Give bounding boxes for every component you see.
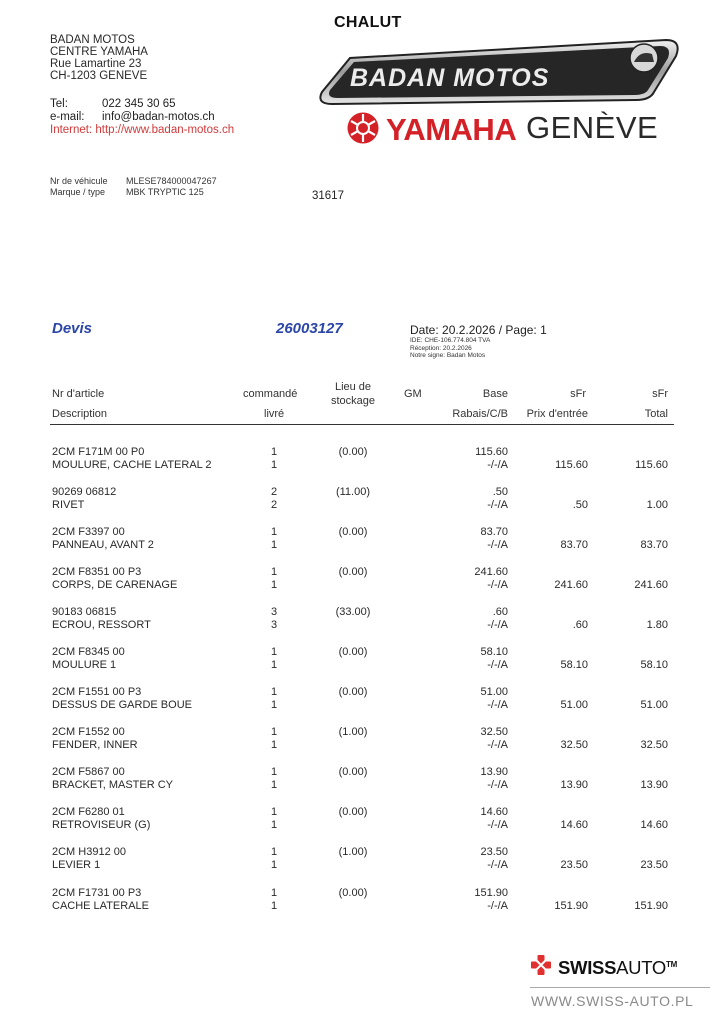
watermark-url: WWW.SWISS-AUTO.PL — [531, 993, 694, 1009]
vehicle-nr: MLESE784000047267 — [126, 176, 217, 186]
table-row — [0, 526, 724, 566]
item-base: 115.60 — [475, 446, 508, 458]
item-base: 32.50 — [480, 726, 508, 738]
item-rabais: -/-/A — [487, 659, 508, 671]
item-prix: .60 — [572, 619, 588, 631]
item-commande: 1 — [271, 446, 278, 458]
item-article: 2CM F8351 00 P3 — [52, 566, 142, 578]
item-total: 115.60 — [635, 459, 668, 471]
item-base: .50 — [492, 486, 508, 498]
table-row — [0, 846, 724, 886]
item-livre: 1 — [271, 539, 278, 551]
item-lieu: (0.00) — [338, 766, 368, 778]
item-lieu: (0.00) — [338, 686, 368, 698]
item-article: 90183 06815 — [52, 606, 117, 618]
item-base: 241.60 — [474, 566, 508, 578]
item-description: BRACKET, MASTER CY — [52, 779, 174, 791]
svg-text:BADAN MOTOS: BADAN MOTOS — [350, 64, 550, 92]
item-prix: 151.90 — [554, 900, 588, 912]
item-base: 83.70 — [480, 526, 508, 538]
meta-line: Notre signe: Badan Motos — [410, 352, 486, 360]
item-description: DESSUS DE GARDE BOUE — [52, 699, 192, 711]
yamaha-wordmark: YAMAHA — [386, 112, 517, 147]
address-line: CH-1203 GENEVE — [50, 70, 148, 82]
item-lieu: (0.00) — [338, 646, 368, 658]
geneve-wordmark: GENÈVE — [526, 110, 659, 145]
item-rabais: -/-/A — [487, 739, 508, 751]
item-total: 32.50 — [640, 739, 668, 751]
item-base: 151.90 — [474, 887, 508, 899]
item-lieu: (1.00) — [338, 726, 368, 738]
item-base: 14.60 — [480, 806, 508, 818]
item-article: 2CM F6280 01 — [52, 806, 125, 818]
swiss-cross-icon — [530, 954, 552, 981]
item-commande: 3 — [271, 606, 278, 618]
item-article: 2CM F3397 00 — [52, 526, 125, 538]
item-rabais: -/-/A — [487, 499, 508, 511]
item-description: RETROVISEUR (G) — [52, 819, 151, 831]
item-rabais: -/-/A — [487, 579, 508, 591]
email-value: info@badan-motos.ch — [102, 111, 215, 123]
item-rabais: -/-/A — [487, 539, 508, 551]
table-row — [0, 486, 724, 526]
company-address — [50, 34, 148, 82]
item-base: .60 — [492, 606, 508, 618]
item-lieu: (1.00) — [338, 846, 368, 858]
col-livre: livré — [264, 408, 285, 420]
watermark-divider — [530, 987, 710, 988]
item-livre: 1 — [271, 900, 278, 912]
item-commande: 1 — [271, 526, 278, 538]
item-rabais: -/-/A — [487, 699, 508, 711]
table-row — [0, 726, 724, 766]
table-row — [0, 566, 724, 606]
item-livre: 1 — [271, 819, 278, 831]
table-row — [0, 446, 724, 486]
item-description: MOULURE, CACHE LATERAL 2 — [52, 459, 212, 471]
reference-number: 31617 — [312, 190, 344, 202]
header-divider — [50, 424, 674, 425]
item-rabais: -/-/A — [487, 900, 508, 912]
vehicle-info — [50, 176, 217, 198]
vehicle-type: MBK TRYPTIC 125 — [126, 187, 204, 197]
table-row — [0, 766, 724, 806]
item-prix: 58.10 — [560, 659, 588, 671]
item-livre: 1 — [271, 459, 278, 471]
customer-name: CHALUT — [334, 14, 402, 31]
col-total: Total — [644, 408, 668, 420]
item-prix: 241.60 — [554, 579, 588, 591]
item-description: CACHE LATERALE — [52, 900, 149, 912]
item-commande: 1 — [271, 726, 278, 738]
item-livre: 1 — [271, 699, 278, 711]
item-commande: 1 — [271, 766, 278, 778]
item-lieu: (33.00) — [335, 606, 371, 618]
item-total: 83.70 — [640, 539, 668, 551]
yamaha-brand — [346, 112, 516, 148]
item-description: ECROU, RESSORT — [52, 619, 151, 631]
item-base: 58.10 — [480, 646, 508, 658]
item-total: 151.90 — [634, 900, 668, 912]
quote-meta — [410, 337, 490, 360]
item-commande: 2 — [271, 486, 278, 498]
item-prix: 51.00 — [560, 699, 588, 711]
item-total: 51.00 — [640, 699, 668, 711]
item-description: MOULURE 1 — [52, 659, 117, 671]
item-livre: 1 — [271, 659, 278, 671]
item-article: 2CM F1731 00 P3 — [52, 887, 142, 899]
item-article: 2CM F171M 00 P0 — [52, 446, 145, 458]
website-link: Internet: http://www.badan-motos.ch — [50, 124, 235, 136]
col-prix: Prix d'entrée — [526, 408, 588, 420]
col-base: Base — [482, 388, 508, 400]
tel-label: Tel: — [50, 98, 68, 110]
company-contact — [50, 98, 234, 137]
item-rabais: -/-/A — [487, 819, 508, 831]
item-article: 2CM F1552 00 — [52, 726, 125, 738]
auto-light: AUTO — [616, 956, 666, 978]
item-commande: 1 — [271, 566, 278, 578]
col-lieu-1: Lieu de — [334, 381, 372, 393]
col-description: Description — [52, 408, 108, 420]
item-base: 51.00 — [480, 686, 508, 698]
col-sfr-prix: sFr — [570, 388, 586, 400]
address-line: BADAN MOTOS — [50, 34, 135, 46]
tel-value: 022 345 30 65 — [102, 98, 176, 110]
item-livre: 1 — [271, 579, 278, 591]
item-description: FENDER, INNER — [52, 739, 138, 751]
item-livre: 3 — [271, 619, 278, 631]
item-livre: 2 — [271, 499, 278, 511]
table-row — [0, 686, 724, 726]
item-description: LEVIER 1 — [52, 859, 101, 871]
col-lieu-2: stockage — [330, 395, 376, 407]
item-commande: 1 — [271, 806, 278, 818]
table-row — [0, 887, 724, 927]
item-base: 23.50 — [480, 846, 508, 858]
swiss-bold: SWISS — [558, 956, 617, 978]
item-total: 58.10 — [640, 659, 668, 671]
col-gm: GM — [404, 388, 422, 400]
trademark: TM — [665, 959, 677, 969]
item-lieu: (0.00) — [338, 566, 368, 578]
item-rabais: -/-/A — [487, 619, 508, 631]
item-description: RIVET — [52, 499, 85, 511]
item-prix: .50 — [572, 499, 588, 511]
item-commande: 1 — [271, 646, 278, 658]
badan-motos-logo — [314, 34, 684, 106]
table-row — [0, 606, 724, 646]
quote-number: 26003127 — [276, 320, 343, 337]
item-commande: 1 — [271, 887, 278, 899]
item-commande: 1 — [271, 686, 278, 698]
item-prix: 13.90 — [560, 779, 588, 791]
email-label: e-mail: — [50, 111, 85, 123]
item-livre: 1 — [271, 739, 278, 751]
item-livre: 1 — [271, 859, 278, 871]
item-lieu: (0.00) — [338, 446, 368, 458]
vehicle-type-label: Marque / type — [50, 187, 106, 197]
item-commande: 1 — [271, 846, 278, 858]
item-article: 2CM F1551 00 P3 — [52, 686, 142, 698]
date-page: Date: 20.2.2026 / Page: 1 — [410, 323, 547, 337]
col-sfr-total: sFr — [652, 388, 668, 400]
item-lieu: (0.00) — [338, 887, 368, 899]
item-rabais: -/-/A — [487, 859, 508, 871]
item-total: 1.80 — [646, 619, 668, 631]
item-lieu: (0.00) — [338, 806, 368, 818]
swissauto-watermark — [530, 954, 677, 981]
item-lieu: (0.00) — [338, 526, 368, 538]
meta-line: Réception: 20.2.2026 — [410, 344, 472, 352]
swissauto-text — [558, 957, 677, 979]
item-article: 2CM F8345 00 — [52, 646, 125, 658]
col-article: Nr d'article — [52, 388, 105, 400]
address-line: Rue Lamartine 23 — [50, 58, 142, 70]
item-description: CORPS, DE CARENAGE — [52, 579, 178, 591]
yamaha-emblem-icon — [346, 111, 380, 150]
col-commande: commandé — [243, 388, 298, 400]
item-livre: 1 — [271, 779, 278, 791]
vehicle-nr-label: Nr de véhicule — [50, 176, 108, 186]
item-prix: 83.70 — [560, 539, 588, 551]
item-lieu: (11.00) — [335, 486, 371, 498]
col-rabais: Rabais/C/B — [452, 408, 508, 420]
meta-line: IDE: CHE-106.774.804 TVA — [410, 337, 491, 344]
table-row — [0, 646, 724, 686]
item-total: 14.60 — [640, 819, 668, 831]
item-prix: 32.50 — [560, 739, 588, 751]
item-rabais: -/-/A — [487, 779, 508, 791]
item-total: 1.00 — [646, 499, 668, 511]
item-total: 23.50 — [640, 859, 668, 871]
item-article: 90269 06812 — [52, 486, 117, 498]
document-title: Devis — [52, 320, 93, 337]
item-total: 241.60 — [634, 579, 668, 591]
item-description: PANNEAU, AVANT 2 — [52, 539, 154, 551]
item-base: 13.90 — [480, 766, 508, 778]
table-row — [0, 806, 724, 846]
item-prix: 23.50 — [560, 859, 588, 871]
address-line: CENTRE YAMAHA — [50, 46, 148, 58]
item-article: 2CM F5867 00 — [52, 766, 125, 778]
item-article: 2CM H3912 00 — [52, 846, 126, 858]
item-prix: 14.60 — [560, 819, 588, 831]
item-prix: 115.60 — [555, 459, 588, 471]
item-total: 13.90 — [640, 779, 668, 791]
item-rabais: -/-/A — [487, 459, 508, 471]
